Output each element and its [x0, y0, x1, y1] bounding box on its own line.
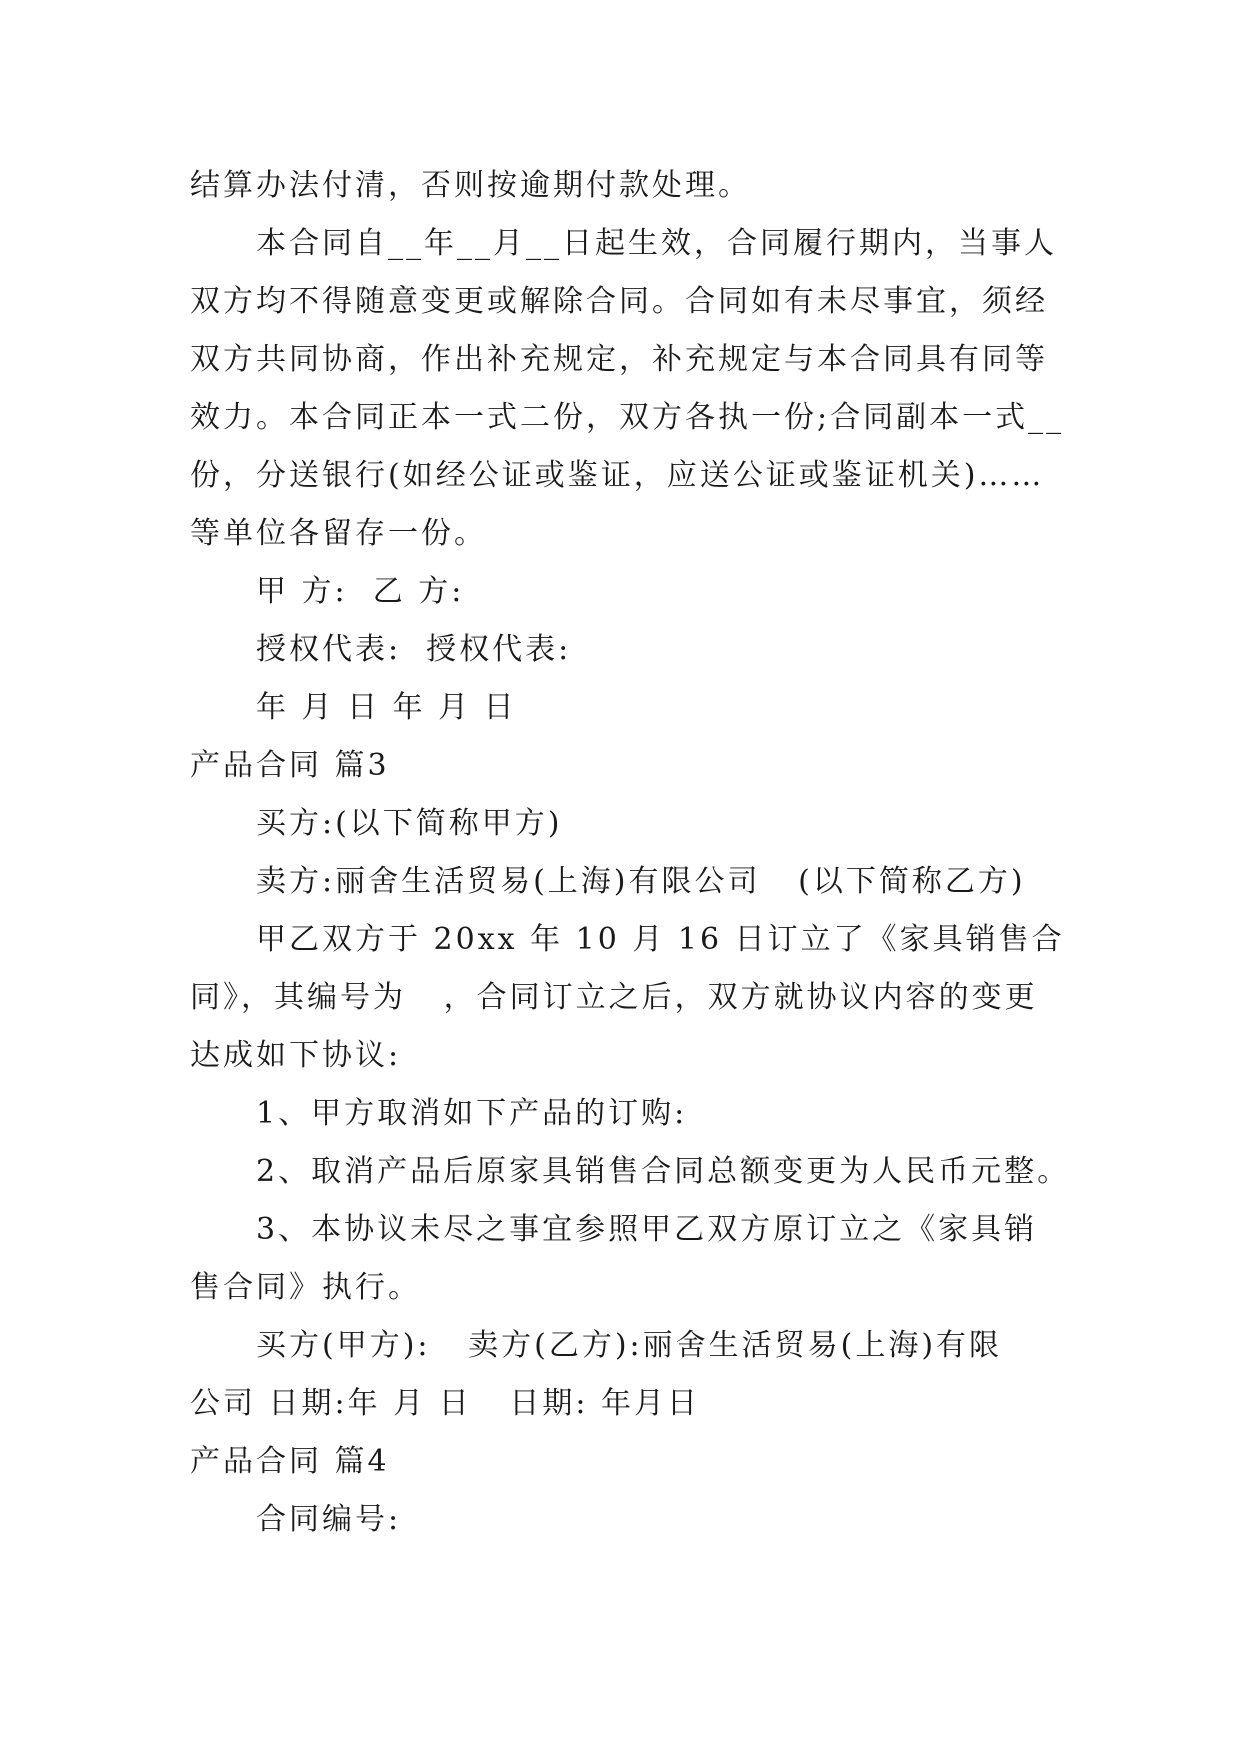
signature-line: 买方(甲方): 卖方(乙方):丽舍生活贸易(上海)有限	[256, 1328, 1003, 1363]
signature-parties-line: 甲 方: 乙 方:	[256, 574, 465, 609]
paragraph-line: 本合同自__年__月__日起生效，合同履行期内，当事人	[256, 226, 1057, 261]
contract-number-line: 合同编号:	[256, 1502, 402, 1537]
signature-representatives-line: 授权代表: 授权代表:	[256, 632, 572, 667]
paragraph-line: 份，分送银行(如经公证或鉴证，应送公证或鉴证机关)……	[190, 458, 1045, 493]
paragraph-line: 售合同》执行。	[190, 1270, 421, 1305]
signature-date-line: 公司 日期:年 月 日 日期: 年月日	[190, 1386, 700, 1421]
signature-date-line: 年 月 日 年 月 日	[256, 690, 517, 725]
paragraph-line: 效力。本合同正本一式二份，双方各执一份;合同副本一式__	[190, 400, 1065, 435]
clause-item: 3、本协议未尽之事宜参照甲乙双方原订立之《家具销	[256, 1212, 1038, 1247]
paragraph-line: 甲乙双方于 20xx 年 10 月 16 日订立了《家具销售合	[256, 922, 1065, 957]
clause-item: 1、甲方取消如下产品的订购:	[256, 1096, 688, 1131]
paragraph-line: 达成如下协议:	[190, 1038, 402, 1073]
seller-line: 卖方:丽舍生活贸易(上海)有限公司 (以下简称乙方)	[256, 864, 1026, 899]
paragraph-line: 结算办法付清，否则按逾期付款处理。	[190, 168, 751, 203]
section-heading: 产品合同 篇3	[190, 748, 390, 783]
clause-item: 2、取消产品后原家具销售合同总额变更为人民币元整。	[256, 1154, 1071, 1189]
paragraph-line: 双方共同协商，作出补充规定，补充规定与本合同具有同等	[190, 342, 1048, 377]
buyer-line: 买方:(以下简称甲方)	[256, 806, 563, 841]
section-heading: 产品合同 篇4	[190, 1444, 390, 1479]
paragraph-line: 双方均不得随意变更或解除合同。合同如有未尽事宜，须经	[190, 284, 1048, 319]
paragraph-line: 同》，其编号为 ，合同订立之后，双方就协议内容的变更	[190, 980, 1038, 1015]
paragraph-line: 等单位各留存一份。	[190, 516, 487, 551]
